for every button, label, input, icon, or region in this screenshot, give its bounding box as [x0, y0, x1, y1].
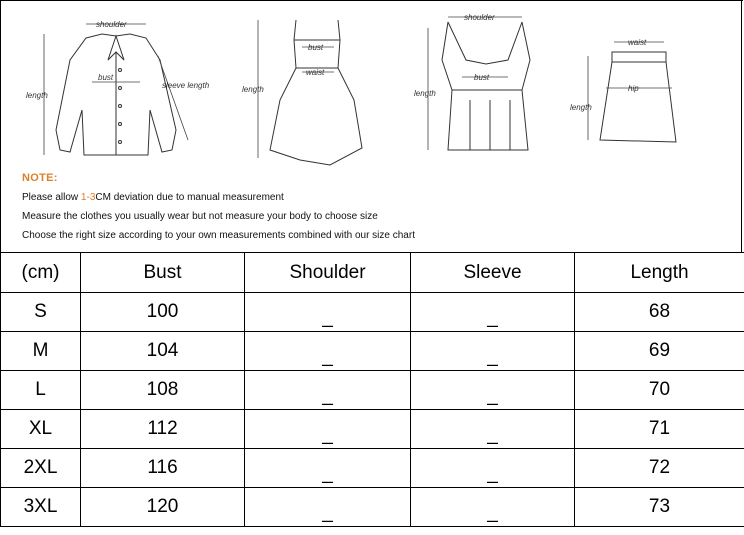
garment-diagrams: [0, 0, 744, 170]
note-line-deviation-suffix: CM deviation due to manual measurement: [95, 192, 284, 203]
header-shoulder: Shoulder: [245, 253, 411, 293]
length-cell: 70: [575, 371, 744, 410]
header-cm: (cm): [1, 253, 81, 293]
note-deviation-range: 1-3: [80, 192, 96, 203]
shirt-length-label: length: [26, 91, 48, 100]
shirt-shoulder-label: shoulder: [96, 20, 127, 29]
table-row: [1, 449, 744, 488]
shoulder-cell: [245, 332, 411, 371]
size-chart-table: [0, 252, 744, 527]
skirt-length-label: length: [570, 103, 592, 112]
sleeve-cell: [411, 371, 575, 410]
bust-cell: 100: [81, 293, 245, 332]
length-cell: 73: [575, 488, 744, 527]
sleeve-cell: [411, 449, 575, 488]
shoulder-value: _: [322, 385, 333, 406]
shoulder-value: _: [322, 463, 333, 484]
shoulder-cell: [245, 293, 411, 332]
sleeve-cell: [411, 410, 575, 449]
top-shoulder-label: shoulder: [464, 13, 495, 22]
length-cell: 72: [575, 449, 744, 488]
header-sleeve: Sleeve: [411, 253, 575, 293]
note-title: NOTE:: [22, 172, 58, 184]
shoulder-cell: [245, 488, 411, 527]
table-row: [1, 293, 744, 332]
header-bust: Bust: [81, 253, 245, 293]
sleeve-value: _: [487, 307, 498, 328]
bust-cell: 108: [81, 371, 245, 410]
size-cell: 2XL: [1, 449, 81, 488]
shoulder-cell: [245, 371, 411, 410]
dress-illustration: [270, 20, 362, 165]
table-row: [1, 332, 744, 371]
sleeve-cell: [411, 488, 575, 527]
shirt-bust-label: bust: [98, 73, 114, 82]
dress-length-label: length: [242, 85, 264, 94]
dress-waist-label: waist: [306, 68, 325, 77]
sleeve-value: _: [487, 424, 498, 445]
length-cell: 69: [575, 332, 744, 371]
size-cell: 3XL: [1, 488, 81, 527]
shoulder-value: _: [322, 502, 333, 523]
top-length-label: length: [414, 89, 436, 98]
sleeve-value: _: [487, 385, 498, 406]
shoulder-value: _: [322, 307, 333, 328]
bust-cell: 112: [81, 410, 245, 449]
size-cell: XL: [1, 410, 81, 449]
note-line-deviation: [22, 192, 415, 203]
skirt-hip-label: hip: [628, 84, 639, 93]
note-line-choose: Choose the right size according to your own measurements combined with our size chart: [22, 230, 415, 241]
note-line-measure: Measure the clothes you usually wear but not measure your body to choose size: [22, 211, 378, 222]
shoulder-value: _: [322, 424, 333, 445]
bust-cell: 116: [81, 449, 245, 488]
shirt-sleeve-label: sleeve length: [162, 81, 210, 90]
shirt-illustration: [56, 34, 176, 155]
length-cell: 71: [575, 410, 744, 449]
note-line-deviation-prefix: Please allow: [22, 192, 81, 203]
shoulder-value: _: [322, 346, 333, 367]
bust-cell: 120: [81, 488, 245, 527]
bust-cell: 104: [81, 332, 245, 371]
shoulder-cell: [245, 449, 411, 488]
dress-bust-label: bust: [308, 43, 324, 52]
length-cell: 68: [575, 293, 744, 332]
size-cell: M: [1, 332, 81, 371]
table-row: [1, 488, 744, 527]
sleeve-cell: [411, 332, 575, 371]
measurement-guide: [0, 0, 744, 252]
size-cell: L: [1, 371, 81, 410]
shoulder-cell: [245, 410, 411, 449]
sleeve-value: _: [487, 502, 498, 523]
size-cell: S: [1, 293, 81, 332]
table-row: [1, 371, 744, 410]
skirt-waist-label: waist: [628, 38, 647, 47]
sleeve-value: _: [487, 463, 498, 484]
note-section: [22, 172, 415, 241]
top-bust-label: bust: [474, 73, 490, 82]
sleeve-cell: [411, 293, 575, 332]
sleeve-value: _: [487, 346, 498, 367]
table-header-row: [1, 253, 744, 293]
top-illustration: [442, 22, 530, 150]
skirt-illustration: [600, 52, 676, 142]
table-row: [1, 410, 744, 449]
header-length: Length: [575, 253, 744, 293]
